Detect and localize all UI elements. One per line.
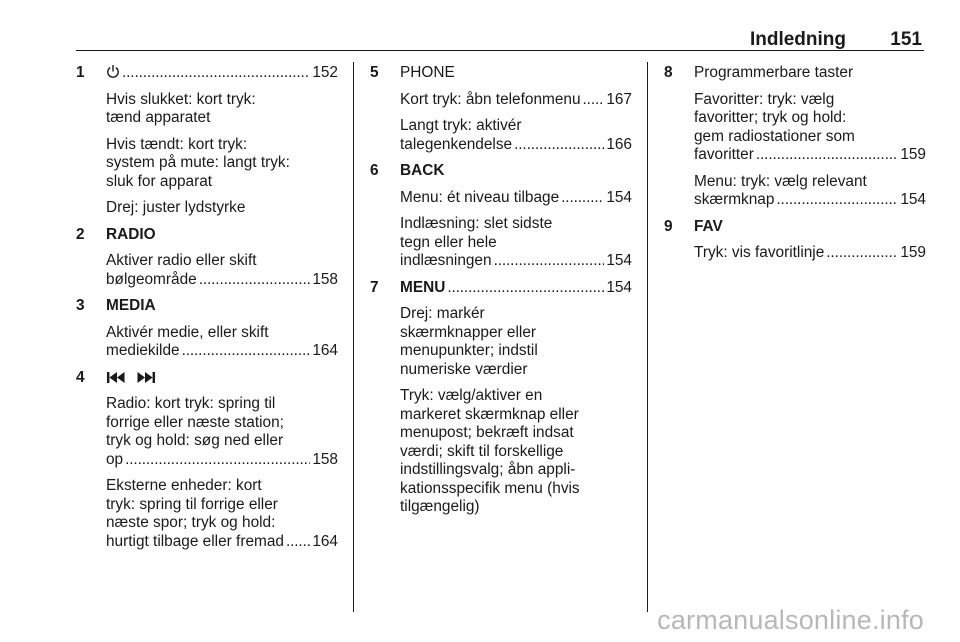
toc-line: hurtigt tilbage eller fremad . . . 164 [106, 533, 338, 552]
description: Favoritter: tryk: vælg favoritter; tryk og hold: gem radiostationer som favoritter . . . 159 [694, 91, 926, 165]
description: Drej: markér skærmknapper eller menupunkter; indstil numeriske værdier [400, 305, 538, 378]
skip-forward-icon [136, 371, 156, 384]
description: Eksterne enheder: kort tryk: spring til forrige eller næste spor; tryk og hold: hurtigt tilbage eller fremad . . . 164 [106, 477, 338, 551]
page-ref: 159 [900, 146, 926, 163]
toc-line: Kort tryk: åbn telefonmenu . . . 167 [400, 91, 632, 110]
description: Aktivér medie, eller skift mediekilde . . . 164 [106, 324, 338, 361]
description: Menu: tryk: vælg relevant skærmknap . . . 154 [694, 173, 926, 210]
toc-line: talegenkendelse . . . 166 [400, 136, 632, 155]
toc-line [400, 279, 632, 298]
toc-line: favoritter . . . 159 [694, 146, 926, 165]
toc-line: mediekilde . . . 164 [106, 342, 338, 361]
entry-4 [76, 369, 338, 552]
description: Tryk: vælg/aktiver en markeret skærmknap eller menupost; bekræft indsat værdi; skift til forskellige indstillingsvalg; åbn appli- kationsspecifik menu (hvis tilgængelig) [400, 387, 580, 515]
button-name: Programmerbare taster [694, 64, 854, 81]
button-name: MENU [400, 278, 446, 296]
button-name: FAV [694, 217, 723, 235]
page-ref: 154 [900, 191, 926, 208]
toc-line: indlæsningen . . . 154 [400, 252, 632, 271]
description: Drej: juster lydstyrke [106, 199, 246, 216]
column-3 [664, 64, 926, 263]
column-divider [647, 62, 648, 612]
toc-line: Menu: ét niveau tilbage . . . 154 [400, 189, 632, 208]
description [694, 244, 926, 263]
chapter-title: Indledning [749, 29, 846, 50]
page-ref: 167 [606, 90, 632, 108]
column-2 [370, 64, 632, 517]
entry-1 [76, 64, 338, 218]
description: Indlæsning: slet sidste tegn eller hele indlæsningen . . . 154 [400, 215, 632, 271]
watermark: carmanualsonline.info [657, 605, 924, 635]
entry-3 [76, 297, 338, 361]
page-ref: 154 [606, 252, 632, 269]
entry-7 [370, 279, 632, 517]
toc-line: op . . . 158 [106, 451, 338, 470]
page-ref: 154 [606, 188, 632, 206]
entry-number: 9 [664, 217, 673, 235]
entry-number: 2 [76, 225, 85, 243]
button-name: MEDIA [106, 297, 156, 314]
page-ref: 158 [312, 270, 338, 288]
column-1 [76, 64, 338, 551]
description [400, 91, 632, 110]
skip-back-icon [106, 371, 126, 384]
page-ref: 152 [312, 64, 338, 81]
description [400, 189, 632, 208]
page-ref: 164 [312, 342, 338, 359]
description: Langt tryk: aktivér talegenkendelse . . . 166 [400, 117, 632, 154]
description: Radio: kort tryk: spring til forrige eller næste station; tryk og hold: søg ned eller op . . . 158 [106, 395, 338, 469]
power-icon [106, 64, 120, 79]
entry-number: 3 [76, 297, 85, 314]
page-ref: 154 [606, 278, 632, 296]
page-number: 151 [890, 29, 922, 50]
page-ref: 166 [606, 135, 632, 153]
page-ref: 158 [312, 450, 338, 468]
toc-line: Tryk: vis favoritlinje . . . 159 [694, 244, 926, 263]
entry-number: 8 [664, 64, 673, 81]
description: Aktiver radio eller skift bølgeområde . . . 158 [106, 252, 338, 289]
description: Hvis slukket: kort tryk: tænd apparatet [106, 90, 256, 126]
button-name: RADIO [106, 225, 156, 243]
entry-number: 1 [76, 64, 85, 81]
entry-5 [370, 64, 632, 154]
toc-line: skærmknap . . . 154 [694, 191, 926, 210]
entry-number: 6 [370, 162, 379, 179]
toc-line [106, 64, 338, 83]
page-ref: 164 [312, 532, 338, 550]
button-name: BACK [400, 162, 445, 179]
entry-8 [664, 64, 926, 210]
toc-line: bølgeområde . . . 158 [106, 271, 338, 290]
entry-6 [370, 162, 632, 271]
button-name: PHONE [400, 64, 455, 81]
page-ref: 159 [900, 244, 926, 261]
description: Hvis tændt: kort tryk: system på mute: langt tryk: sluk for apparat [106, 135, 290, 190]
entry-number: 7 [370, 278, 379, 296]
column-divider [353, 62, 354, 612]
page-header [76, 26, 924, 51]
entry-2 [76, 226, 338, 290]
entry-number: 4 [76, 368, 85, 386]
entry-9 [664, 218, 926, 263]
entry-number: 5 [370, 64, 379, 81]
